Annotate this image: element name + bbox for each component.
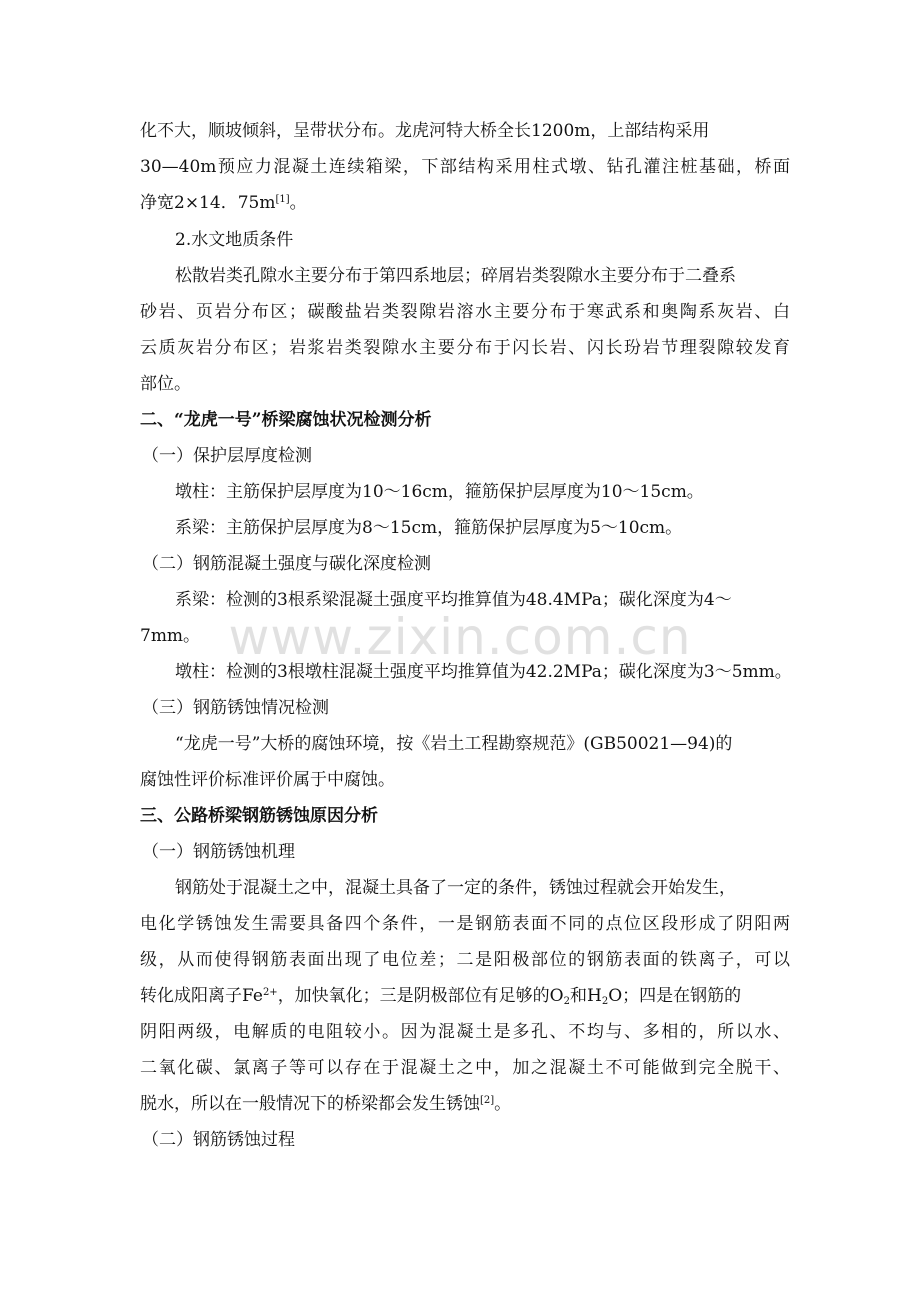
body-line: 墩柱：检测的3根墩柱混凝土强度平均推算值为42.2MPa；碳化深度为3～5mm。 bbox=[175, 662, 792, 682]
subscript: 2 bbox=[563, 996, 570, 1007]
body-text: 脱水，所以在一般情况下的桥梁都会发生锈蚀 bbox=[140, 1094, 480, 1114]
subsection-heading: （二）钢筋锈蚀过程 bbox=[142, 1130, 295, 1150]
subscript: 2 bbox=[601, 996, 609, 1007]
body-line: 级，从而使得钢筋表面出现了电位差；二是阳极部位的钢筋表面的铁离子，可以 bbox=[140, 950, 790, 970]
subsection-heading: （一）钢筋锈蚀机理 bbox=[142, 842, 295, 862]
section-heading: 二、“龙虎一号”桥梁腐蚀状况检测分析 bbox=[140, 410, 432, 430]
watermark: www.zixin.com.cn bbox=[228, 608, 692, 666]
body-line: 墩柱：主筋保护层厚度为10～16cm，箍筋保护层厚度为10～15cm。 bbox=[175, 482, 704, 502]
body-line: 电化学锈蚀发生需要具备四个条件，一是钢筋表面不同的点位区段形成了阴阳两 bbox=[140, 914, 790, 934]
body-text: 净宽2×14．75m bbox=[140, 193, 276, 213]
body-line: 系梁：主筋保护层厚度为8～15cm，箍筋保护层厚度为5～10cm。 bbox=[175, 518, 683, 538]
body-text: ，加快氧化；三是阴极部位有足够的O bbox=[277, 986, 564, 1006]
body-line bbox=[140, 192, 790, 214]
body-text: 。 bbox=[289, 193, 307, 213]
body-line: 30—40m预应力混凝土连续箱梁，下部结构采用柱式墩、钻孔灌注桩基础，桥面 bbox=[140, 157, 790, 177]
body-line: 砂岩、页岩分布区；碳酸盐岩类裂隙岩溶水主要分布于寒武系和奥陶系灰岩、白 bbox=[140, 302, 790, 322]
subsection-heading: （三）钢筋锈蚀情况检测 bbox=[142, 698, 329, 718]
body-text: 和H bbox=[570, 986, 602, 1006]
body-line: 二氧化碳、氯离子等可以存在于混凝土之中，加之混凝土不可能做到完全脱干、 bbox=[140, 1058, 790, 1078]
body-line: 钢筋处于混凝土之中，混凝土具备了一定的条件，锈蚀过程就会开始发生， bbox=[175, 878, 736, 898]
subsection-heading: （一）保护层厚度检测 bbox=[142, 446, 312, 466]
subsection-heading: （二）钢筋混凝土强度与碳化深度检测 bbox=[142, 554, 431, 574]
body-line: “龙虎一号”大桥的腐蚀环境，按《岩土工程勘察规范》(GB50021—94)的 bbox=[175, 734, 733, 754]
body-line: 松散岩类孔隙水主要分布于第四系地层；碎屑岩类裂隙水主要分布于二叠系 bbox=[175, 266, 736, 286]
body-line: 阴阳两级，电解质的电阻较小。因为混凝土是多孔、不均与、多相的，所以水、 bbox=[140, 1022, 790, 1042]
superscript: 2+ bbox=[262, 987, 278, 998]
body-line-formula bbox=[140, 985, 790, 1007]
body-text: 。 bbox=[494, 1094, 512, 1114]
body-text: 转化成阳离子Fe bbox=[140, 986, 263, 1006]
body-line: 云质灰岩分布区；岩浆岩类裂隙水主要分布于闪长岩、闪长玢岩节理裂隙较发育 bbox=[140, 338, 790, 358]
citation-ref: [1] bbox=[275, 194, 290, 205]
body-line bbox=[140, 1093, 790, 1115]
body-line: 部位。 bbox=[140, 374, 191, 394]
body-line: 化不大，顺坡倾斜，呈带状分布。龙虎河特大桥全长1200m，上部结构采用 bbox=[140, 121, 710, 141]
subsection-heading: 2.水文地质条件 bbox=[175, 230, 294, 250]
body-line: 系梁：检测的3根系梁混凝土强度平均推算值为48.4MPa；碳化深度为4～ bbox=[175, 590, 732, 610]
citation-ref: [2] bbox=[480, 1095, 495, 1106]
body-line: 腐蚀性评价标准评价属于中腐蚀。 bbox=[140, 770, 395, 790]
body-line: 7mm。 bbox=[140, 626, 201, 646]
body-text: O；四是在钢筋的 bbox=[608, 986, 742, 1006]
section-heading: 三、公路桥梁钢筋锈蚀原因分析 bbox=[140, 806, 378, 826]
